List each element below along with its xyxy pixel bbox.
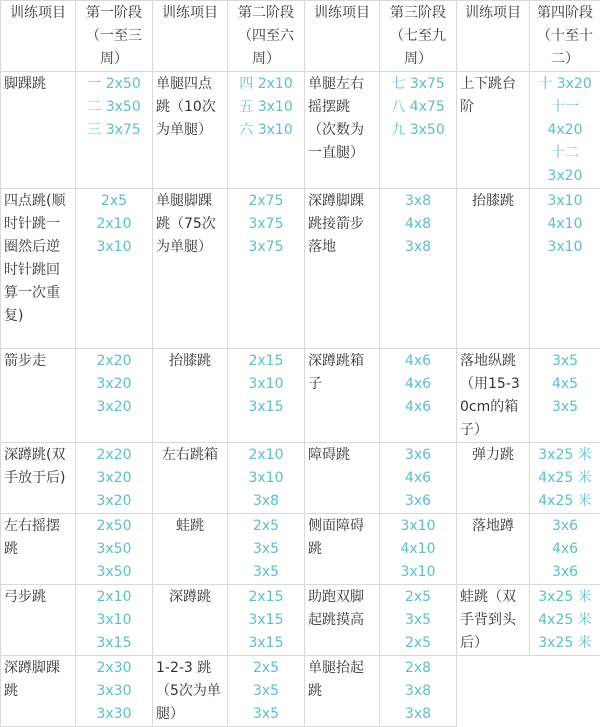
sets-reps-cell xyxy=(228,72,305,189)
table-row xyxy=(1,189,600,349)
table-row xyxy=(1,72,600,189)
sets-reps-cell xyxy=(76,443,153,514)
sets-reps-value: 3x25 米 xyxy=(533,444,597,467)
sets-reps-value: 九 3x50 xyxy=(383,119,453,142)
sets-reps-value: 4x25 米 xyxy=(533,609,597,632)
sets-reps-cell xyxy=(530,514,600,585)
sets-reps-value: 3x75 xyxy=(231,236,301,259)
sets-reps-value: 五 3x10 xyxy=(231,96,301,119)
sets-reps-value: 3x10 xyxy=(79,236,149,259)
sets-reps-value: 3x5 xyxy=(231,538,301,561)
sets-reps-value: 3x5 xyxy=(231,703,301,726)
sets-reps-value: 2x10 xyxy=(79,213,149,236)
sets-reps-value: 一 2x50 xyxy=(79,73,149,96)
sets-reps-cell xyxy=(228,585,305,656)
sets-reps-value: 2x15 xyxy=(231,586,301,609)
sets-reps-cell xyxy=(380,72,457,189)
sets-reps-value: 2x10 xyxy=(79,586,149,609)
table-row xyxy=(1,585,600,656)
sets-reps-cell xyxy=(76,585,153,656)
sets-reps-cell xyxy=(228,514,305,585)
sets-reps-value: 3x5 xyxy=(231,561,301,584)
sets-reps-value: 3x6 xyxy=(533,515,597,538)
sets-reps-value: 2x5 xyxy=(383,632,453,655)
sets-reps-value: 4x25 米 xyxy=(533,490,597,513)
sets-reps-cell xyxy=(380,189,457,349)
sets-reps-value: 2x5 xyxy=(231,657,301,680)
sets-reps-value: 3x8 xyxy=(383,703,453,726)
header-cell: 第四阶段（十至十二） xyxy=(530,1,600,72)
sets-reps-cell xyxy=(228,443,305,514)
sets-reps-value: 4x10 xyxy=(383,538,453,561)
sets-reps-value: 二 3x50 xyxy=(79,96,149,119)
sets-reps-value: 3x75 xyxy=(231,213,301,236)
exercise-name-cell: 抬膝跳 xyxy=(153,349,228,443)
sets-reps-value: 2x5 xyxy=(79,190,149,213)
sets-reps-value: 3x8 xyxy=(231,490,301,513)
sets-reps-value: 3x20 xyxy=(79,490,149,513)
exercise-name-cell: 脚踝跳 xyxy=(1,72,76,189)
sets-reps-value: 3x15 xyxy=(231,396,301,419)
sets-reps-cell xyxy=(530,585,600,656)
sets-reps-cell xyxy=(380,585,457,656)
sets-reps-value: 4x8 xyxy=(383,213,453,236)
sets-reps-value: 3x15 xyxy=(79,632,149,655)
sets-reps-cell xyxy=(76,72,153,189)
exercise-name-cell: 四点跳(顺时针跳一圈然后逆时针跳回算一次重复) xyxy=(1,189,76,349)
sets-reps-value: 3x50 xyxy=(79,561,149,584)
sets-reps-value: 十二 xyxy=(533,142,597,165)
exercise-name-cell: 深蹲跳箱子 xyxy=(305,349,380,443)
exercise-name-cell: 弹力跳 xyxy=(457,443,530,514)
sets-reps-value: 3x10 xyxy=(383,561,453,584)
sets-reps-cell xyxy=(76,189,153,349)
sets-reps-value: 3x50 xyxy=(79,538,149,561)
exercise-name-cell: 侧面障碍跳 xyxy=(305,514,380,585)
sets-reps-value: 4x6 xyxy=(383,396,453,419)
sets-reps-value: 2x10 xyxy=(231,444,301,467)
header-cell: 训练项目 xyxy=(457,1,530,72)
sets-reps-cell xyxy=(76,349,153,443)
sets-reps-value: 2x75 xyxy=(231,190,301,213)
sets-reps-value: 3x20 xyxy=(533,165,597,188)
sets-reps-value: 3x15 xyxy=(231,632,301,655)
sets-reps-value: 3x20 xyxy=(79,373,149,396)
sets-reps-cell xyxy=(380,349,457,443)
sets-reps-value: 3x5 xyxy=(383,609,453,632)
sets-reps-value: 4x6 xyxy=(533,538,597,561)
sets-reps-value: 2x5 xyxy=(383,586,453,609)
exercise-name-cell: 蛙跳 xyxy=(153,514,228,585)
exercise-name-cell: 单腿四点跳（10次为单腿） xyxy=(153,72,228,189)
sets-reps-cell xyxy=(380,656,457,727)
exercise-name-cell: 单腿左右摇摆跳（次数为一直腿） xyxy=(305,72,380,189)
exercise-name-cell: 深蹲脚踝跳接箭步落地 xyxy=(305,189,380,349)
header-cell: 第二阶段（四至六周） xyxy=(228,1,305,72)
exercise-name-cell: 单腿抬起跳 xyxy=(305,656,380,727)
sets-reps-value: 六 3x10 xyxy=(231,119,301,142)
sets-reps-value: 4x25 米 xyxy=(533,467,597,490)
exercise-name-cell: 落地蹲 xyxy=(457,514,530,585)
sets-reps-value: 3x20 xyxy=(79,396,149,419)
sets-reps-value: 3x8 xyxy=(383,680,453,703)
table-row xyxy=(1,656,600,727)
sets-reps-cell xyxy=(228,349,305,443)
sets-reps-value: 2x5 xyxy=(231,515,301,538)
sets-reps-value: 4x10 xyxy=(533,213,597,236)
sets-reps-value: 2x8 xyxy=(383,657,453,680)
sets-reps-value: 4x20 xyxy=(533,119,597,142)
header-cell: 训练项目 xyxy=(153,1,228,72)
sets-reps-value: 3x10 xyxy=(533,190,597,213)
sets-reps-value: 3x5 xyxy=(533,396,597,419)
exercise-name-cell: 1-2-3 跳（5次为单腿） xyxy=(153,656,228,727)
sets-reps-cell xyxy=(530,443,600,514)
sets-reps-value: 3x10 xyxy=(383,515,453,538)
sets-reps-value: 3x10 xyxy=(231,467,301,490)
sets-reps-value: 四 2x10 xyxy=(231,73,301,96)
header-row xyxy=(1,1,600,72)
sets-reps-value: 十一 xyxy=(533,96,597,119)
exercise-name-cell: 障碍跳 xyxy=(305,443,380,514)
sets-reps-value: 3x8 xyxy=(383,190,453,213)
exercise-name-cell: 助跑双脚起跳摸高 xyxy=(305,585,380,656)
sets-reps-value: 3x10 xyxy=(533,236,597,259)
exercise-name-cell: 深蹲跳(双手放于后) xyxy=(1,443,76,514)
sets-reps-value: 3x25 米 xyxy=(533,632,597,655)
table-row xyxy=(1,514,600,585)
exercise-name-cell: 弓步跳 xyxy=(1,585,76,656)
sets-reps-cell xyxy=(380,443,457,514)
sets-reps-cell xyxy=(228,189,305,349)
sets-reps-cell xyxy=(380,514,457,585)
header-cell: 第三阶段（七至九周） xyxy=(380,1,457,72)
sets-reps-value: 2x20 xyxy=(79,444,149,467)
sets-reps-value: 2x50 xyxy=(79,515,149,538)
header-cell: 训练项目 xyxy=(305,1,380,72)
sets-reps-value: 2x30 xyxy=(79,657,149,680)
sets-reps-value: 3x6 xyxy=(383,444,453,467)
sets-reps-cell xyxy=(76,514,153,585)
sets-reps-value: 十 3x20 xyxy=(533,73,597,96)
sets-reps-value: 七 3x75 xyxy=(383,73,453,96)
exercise-name-cell: 蛙跳（双手背到头后） xyxy=(457,585,530,656)
sets-reps-value: 3x25 米 xyxy=(533,586,597,609)
sets-reps-value: 3x20 xyxy=(79,467,149,490)
exercise-name-cell: 左右摇摆跳 xyxy=(1,514,76,585)
exercise-name-cell: 左右跳箱 xyxy=(153,443,228,514)
exercise-name-cell: 落地纵跳（用15-30cm的箱子） xyxy=(457,349,530,443)
sets-reps-value: 4x6 xyxy=(383,467,453,490)
sets-reps-value: 4x5 xyxy=(533,373,597,396)
sets-reps-value: 三 3x75 xyxy=(79,119,149,142)
exercise-name-cell: 上下跳台阶 xyxy=(457,72,530,189)
header-cell: 第一阶段（一至三周） xyxy=(76,1,153,72)
sets-reps-value: 2x15 xyxy=(231,350,301,373)
exercise-name-cell: 单腿脚踝跳（75次为单腿） xyxy=(153,189,228,349)
exercise-name-cell xyxy=(457,656,600,727)
sets-reps-cell xyxy=(530,349,600,443)
sets-reps-value: 2x20 xyxy=(79,350,149,373)
sets-reps-cell xyxy=(530,189,600,349)
exercise-name-cell: 箭步走 xyxy=(1,349,76,443)
sets-reps-value: 3x10 xyxy=(231,373,301,396)
table-row xyxy=(1,443,600,514)
exercise-name-cell: 深蹲脚踝跳 xyxy=(1,656,76,727)
sets-reps-value: 3x5 xyxy=(533,350,597,373)
sets-reps-value: 4x6 xyxy=(383,373,453,396)
table-row xyxy=(1,349,600,443)
sets-reps-value: 3x10 xyxy=(79,609,149,632)
sets-reps-value: 3x6 xyxy=(533,561,597,584)
sets-reps-value: 3x6 xyxy=(383,490,453,513)
sets-reps-value: 3x30 xyxy=(79,680,149,703)
sets-reps-cell xyxy=(76,656,153,727)
sets-reps-value: 3x5 xyxy=(231,680,301,703)
header-cell: 训练项目 xyxy=(1,1,76,72)
sets-reps-value: 3x30 xyxy=(79,703,149,726)
sets-reps-value: 4x6 xyxy=(383,350,453,373)
sets-reps-value: 3x15 xyxy=(231,609,301,632)
sets-reps-cell xyxy=(530,72,600,189)
exercise-name-cell: 抬膝跳 xyxy=(457,189,530,349)
sets-reps-value: 3x8 xyxy=(383,236,453,259)
sets-reps-value: 八 4x75 xyxy=(383,96,453,119)
sets-reps-cell xyxy=(228,656,305,727)
exercise-name-cell: 深蹲跳 xyxy=(153,585,228,656)
